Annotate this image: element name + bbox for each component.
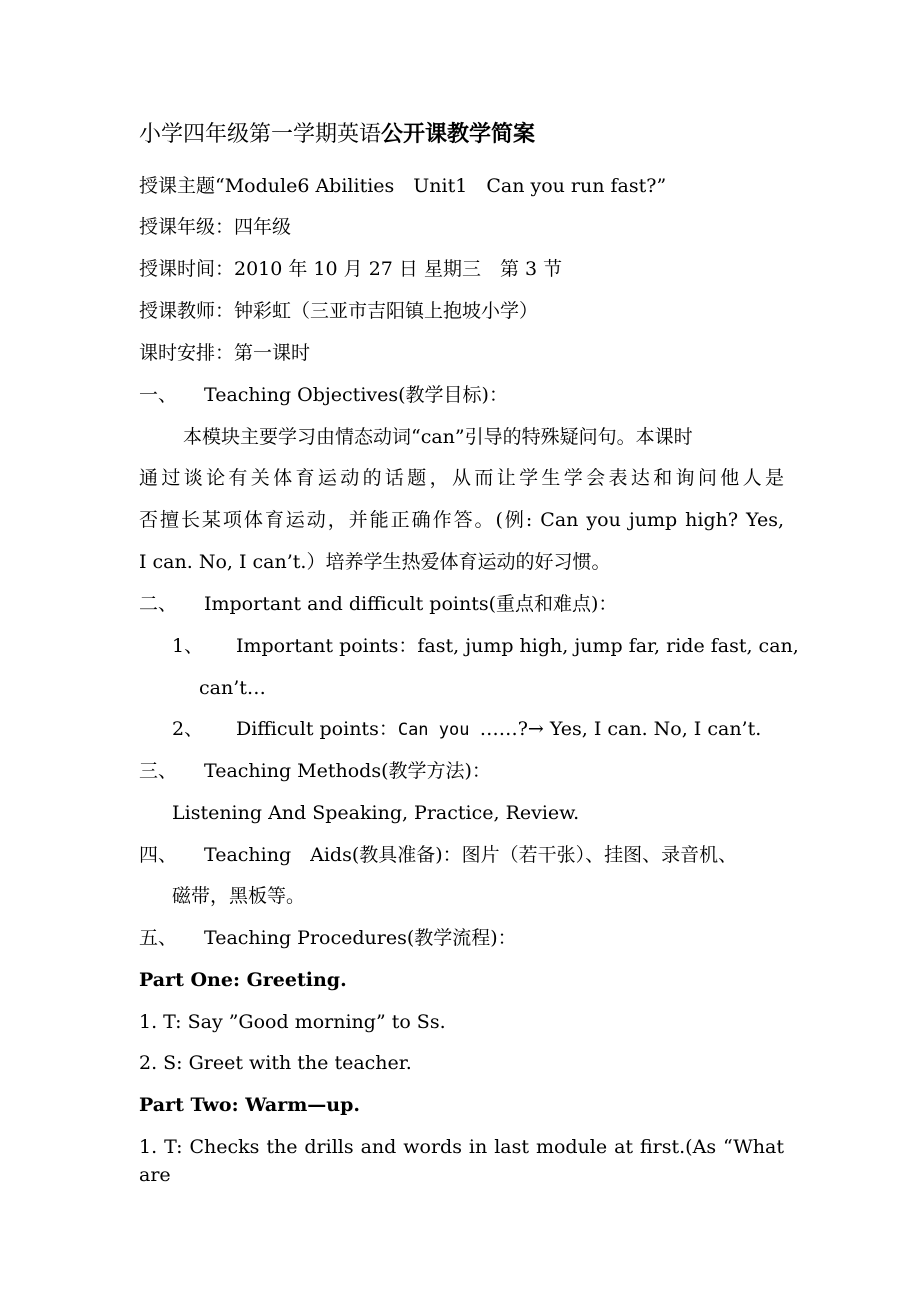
info-teacher: 授课教师：钟彩虹（三亚市吉阳镇上抱坡小学） (139, 300, 539, 322)
difficult-points-item (172, 715, 784, 744)
section-5-title: Teaching Procedures(教学流程)： (204, 927, 517, 949)
part-two-item-1: 1. T: Checks the drills and words in last module at first.(As “What are (139, 1136, 784, 1186)
objectives-line-1: 本模块主要学习由情态动词“can”引导的特殊疑问句。本课时 (183, 426, 693, 448)
part-one-item-2: 2. S: Greet with the teacher. (139, 1052, 412, 1074)
title-bold: 公开课教学简案 (381, 121, 536, 147)
section-3-number: 三、 (139, 760, 178, 782)
section-4-heading (139, 841, 784, 869)
section-2-heading (139, 590, 784, 618)
part-one-title: Part One: Greeting. (139, 969, 347, 991)
section-1-number: 一、 (139, 384, 178, 406)
item-2-label: Difficult points： (236, 718, 398, 740)
section-2-number: 二、 (139, 593, 178, 615)
objectives-line-4: I can. No, I can’t.）培养学生热爱体育运动的好习惯。 (139, 551, 611, 573)
item-2-number: 2、 (172, 718, 204, 740)
part-two-title: Part Two: Warm—up. (139, 1094, 361, 1116)
section-4-number: 四、 (139, 844, 178, 866)
important-points-item (172, 632, 799, 660)
info-topic: 授课主题“Module6 Abilities Unit1 Can you run fast?” (139, 175, 667, 197)
title-normal: 小学四年级第一学期英语 (139, 122, 382, 147)
section-5-heading (139, 924, 784, 952)
info-grade: 授课年级：四年级 (139, 216, 292, 238)
section-3-title: Teaching Methods(教学方法)： (204, 760, 491, 782)
section-3-heading (139, 757, 784, 785)
section-1-title: Teaching Objectives(教学目标)： (204, 384, 508, 406)
important-points-continued: can’t… (199, 677, 266, 699)
objectives-line-2: 通过谈论有关体育运动的话题，从而让学生学会表达和询问他人是 (139, 467, 784, 489)
document-title (139, 120, 784, 149)
item-1-number: 1、 (172, 635, 204, 657)
methods-body: Listening And Speaking, Practice, Review. (172, 802, 580, 824)
objectives-line-3: 否擅长某项体育运动，并能正确作答。(例: Can you jump high? Yes, (139, 509, 784, 531)
section-1-heading (139, 381, 784, 409)
part-one-item-1: 1. T: Say ”Good morning” to Ss. (139, 1011, 446, 1033)
aids-continued: 磁带，黑板等。 (172, 885, 306, 907)
info-time: 授课时间：2010 年 10 月 27 日 星期三 第 3 节 (139, 258, 563, 280)
item-1-text: Important points：fast, jump high, jump far, ride fast, can, (236, 635, 799, 657)
section-4-title: Teaching Aids(教具准备)：图片（若干张）、挂图、录音机、 (204, 844, 738, 866)
item-2-answer: ……?→ Yes, I can. No, I can’t. (479, 718, 762, 740)
item-2-mono-text: Can you (397, 720, 480, 740)
section-2-title: Important and difficult points(重点和难点)： (204, 593, 618, 615)
section-5-number: 五、 (139, 927, 178, 949)
info-schedule: 课时安排：第一课时 (139, 342, 311, 364)
